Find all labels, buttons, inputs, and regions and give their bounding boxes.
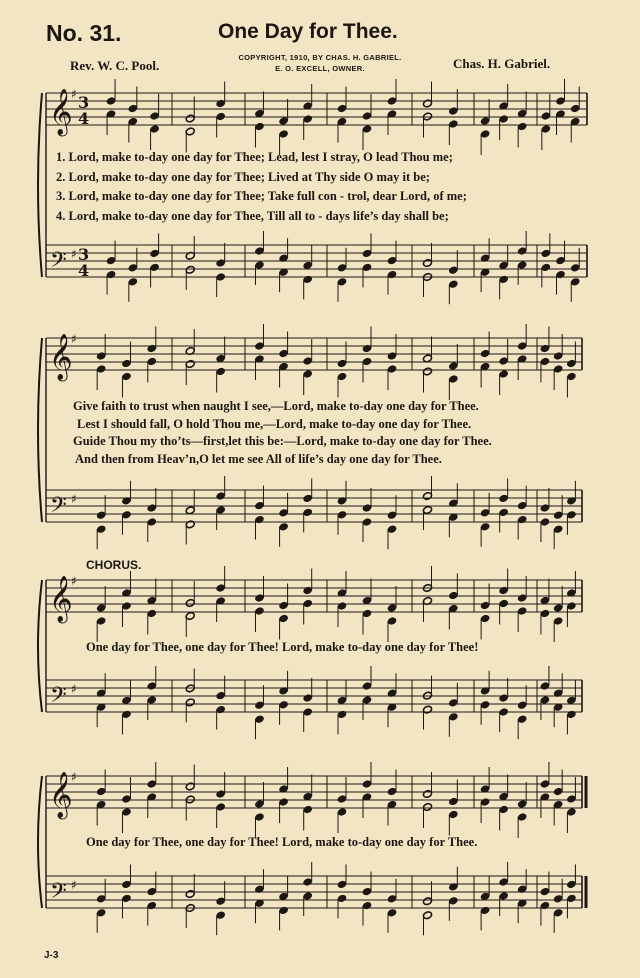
hymn-title: One Day for Thee. xyxy=(218,20,398,43)
verse-4-line-2: And then from Heav’n,O let me see All of life’s day one day for Thee. xyxy=(75,452,442,466)
system-brace xyxy=(38,776,42,908)
key-signature-sharp: ♯ xyxy=(71,332,77,346)
bass-clef: 𝄢 xyxy=(50,248,67,278)
time-signature-bottom: 4 xyxy=(78,109,90,128)
page-code: J-3 xyxy=(44,950,59,961)
system-brace xyxy=(38,93,42,277)
treble-clef: 𝄞 xyxy=(49,772,73,818)
chorus-label: CHORUS. xyxy=(86,558,142,572)
chorus-line-2: One day for Thee, one day for Thee! Lord, make to-day one day for Thee. xyxy=(86,835,478,849)
bass-clef: 𝄢 xyxy=(50,683,67,713)
treble-clef: 𝄞 xyxy=(49,89,73,135)
copyright-line-2: E. O. EXCELL, OWNER. xyxy=(275,64,365,73)
verse-2-line-2: Lest I should fall, O hold Thou me,—Lord, make to-day one day for Thee. xyxy=(77,417,472,431)
key-signature-sharp: ♯ xyxy=(71,247,77,261)
composer: Chas. H. Gabriel. xyxy=(453,56,551,71)
verse-3-line-2: Guide Thou my tho’ts—first,let this be:—Lord, make to-day one day for Thee. xyxy=(73,434,492,448)
verse-2-line-1: 2. Lord, make to-day one day for Thee; Lived at Thy side O may it be; xyxy=(56,170,430,184)
key-signature-sharp: ♯ xyxy=(71,574,77,588)
lyricist: Rev. W. C. Pool. xyxy=(70,58,160,73)
system-brace xyxy=(38,338,42,522)
key-signature-sharp: ♯ xyxy=(71,878,77,892)
time-signature-top: 3 xyxy=(78,245,90,264)
copyright-line-1: COPYRIGHT, 1910, BY CHAS. H. GABRIEL. xyxy=(238,53,402,62)
treble-clef: 𝄞 xyxy=(49,334,73,380)
key-signature-sharp: ♯ xyxy=(71,492,77,506)
verse-4-line-1: 4. Lord, make to-day one day for Thee, Till all to - days life’s day shall be; xyxy=(56,209,449,223)
bass-clef: 𝄢 xyxy=(50,879,67,909)
verse-3-line-1: 3. Lord, make to-day one day for Thee; Take full con - trol, dear Lord, of me; xyxy=(56,189,467,203)
chorus-line-1: One day for Thee, one day for Thee! Lord, make to-day one day for Thee! xyxy=(86,640,479,654)
verse-1-line-1: 1. Lord, make to-day one day for Thee; Lead, lest I stray, O lead Thou me; xyxy=(56,150,453,164)
system-brace xyxy=(38,580,42,712)
key-signature-sharp: ♯ xyxy=(71,770,77,784)
key-signature-sharp: ♯ xyxy=(71,87,77,101)
time-signature-bottom: 4 xyxy=(78,261,90,280)
time-signature-top: 3 xyxy=(78,93,90,112)
hymn-number: No. 31. xyxy=(46,20,122,46)
treble-clef: 𝄞 xyxy=(49,576,73,622)
key-signature-sharp: ♯ xyxy=(71,682,77,696)
verse-1-line-2: Give faith to trust when naught I see,—Lord, make to-day one day for Thee. xyxy=(73,399,479,413)
bass-clef: 𝄢 xyxy=(50,493,67,523)
